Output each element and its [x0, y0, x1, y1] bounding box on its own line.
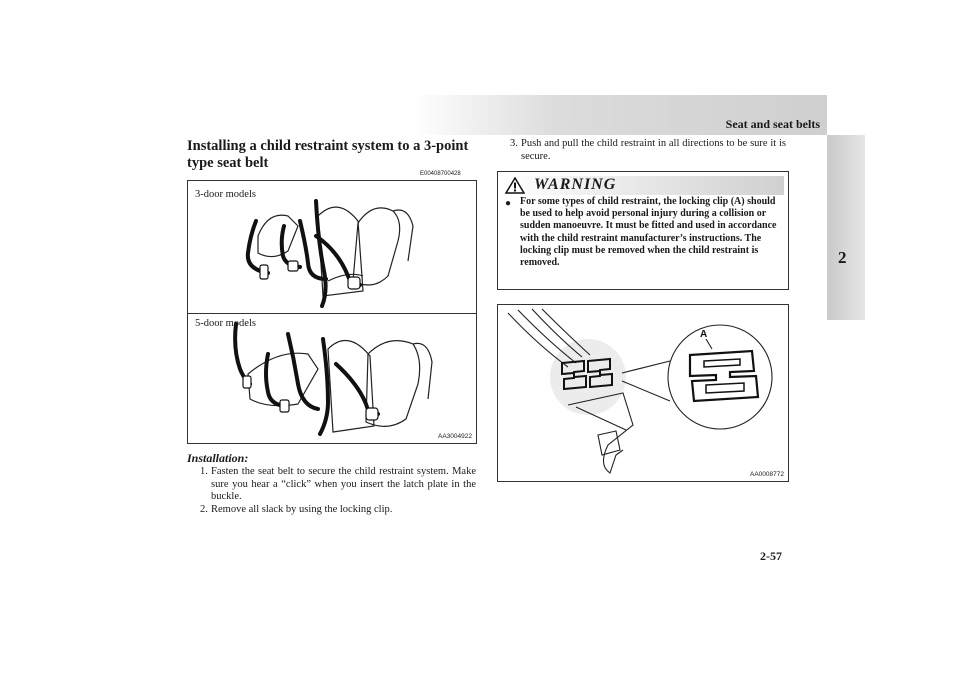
- figure-code: AA3004922: [438, 433, 472, 440]
- warning-bullet: ●: [505, 198, 512, 209]
- step-text: Fasten the seat belt to secure the child restraint system. Make sure you hear a “click” when you insert the latch plate in the buckle.: [211, 466, 476, 502]
- section-title: Installing a child restraint system to a 3-point type seat belt: [187, 138, 469, 171]
- warning-text: For some types of child restraint, the locking clip (A) should be used to help avoid personal injury during a collision or sudden manoeuvre. It must be fitted and used in accordance with the child restraint manufacturer’s instructions. The locking clip must be removed when the child restraint is removed.: [520, 196, 777, 269]
- warning-title: WARNING: [534, 176, 617, 193]
- callout-label: A: [700, 329, 708, 340]
- step-number: 3.: [510, 138, 518, 149]
- figure-label-5-door: 5-door models: [195, 318, 256, 329]
- step-number: 2.: [200, 504, 208, 515]
- installation-step-1: [200, 466, 476, 504]
- figure-label-3-door: 3-door models: [195, 189, 256, 200]
- locking-clip-figure: [497, 304, 789, 482]
- child-seat-figure: [187, 180, 477, 444]
- installation-heading: Installation:: [187, 451, 249, 465]
- page-number: 2-57: [760, 549, 782, 563]
- figure-code: AA0008772: [750, 471, 784, 478]
- step-text: Remove all slack by using the locking clip.: [211, 504, 393, 515]
- installation-step-2: [200, 504, 476, 517]
- warning-triangle-icon: [505, 177, 525, 194]
- three-door-seat-illustration: [188, 181, 476, 313]
- step-number: 1.: [200, 466, 208, 477]
- five-door-seat-illustration: [188, 314, 476, 442]
- installation-step-3: [510, 138, 786, 163]
- step-text: Push and pull the child restraint in all directions to be sure it is secure.: [521, 138, 786, 162]
- warning-box: [497, 171, 789, 290]
- chapter-tab: [827, 135, 865, 320]
- warning-banner: [502, 176, 784, 195]
- section-code: E00408700428: [420, 171, 461, 177]
- locking-clip-illustration: [498, 305, 788, 481]
- header-title: Seat and seat belts: [725, 117, 820, 131]
- chapter-number: 2: [838, 248, 847, 267]
